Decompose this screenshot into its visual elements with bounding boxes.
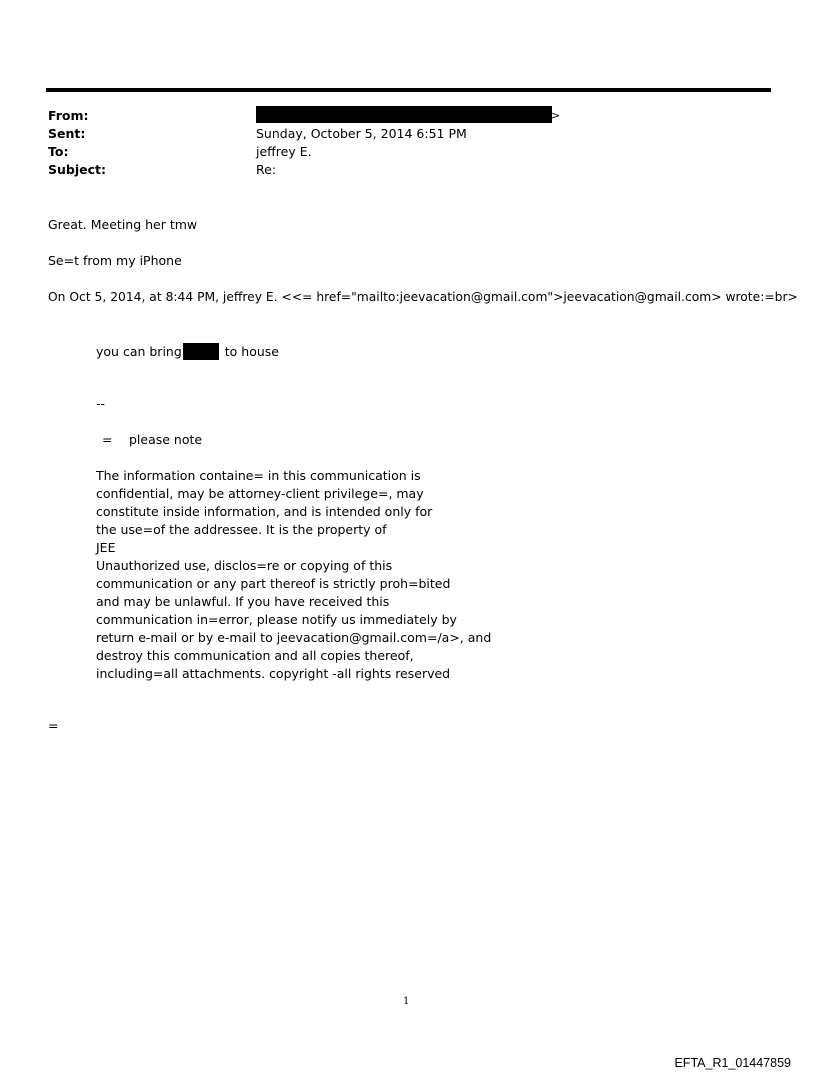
redaction-inline [183, 343, 219, 360]
disclaimer-line: the use=of the addressee. It is the property of [96, 522, 387, 537]
disclaimer-line: communication in=error, please notify us immediately by [96, 612, 457, 627]
subject-value: Re: [256, 162, 277, 177]
disclaimer-line: and may be unlawful. If you have received this [96, 594, 390, 609]
disclaimer-line: Unauthorized use, disclos=re or copying of this [96, 558, 393, 573]
quoted-text-before: you can bring [96, 344, 182, 359]
from-value-tail: > [551, 109, 561, 122]
quoted-message [96, 343, 279, 360]
redaction-from [256, 106, 552, 123]
disclaimer-line: constitute inside information, and is intended only for [96, 504, 433, 519]
body-line-2: Se=t from my iPhone [48, 253, 182, 268]
disclaimer-line: including=all attachments. copyright -all rights reserved [96, 666, 451, 681]
sent-label: Sent: [48, 126, 86, 141]
to-value: jeffrey E. [256, 144, 312, 159]
header-rule [46, 88, 771, 92]
document-id: EFTA_R1_01447859 [674, 1056, 791, 1070]
note-equals: = [102, 432, 113, 447]
page-number: 1 [403, 996, 410, 1007]
disclaimer-line: return e-mail or by e-mail to jeevacation@gmail.com=/a>, and [96, 630, 492, 645]
subject-label: Subject: [48, 162, 106, 177]
disclaimer-line: destroy this communication and all copies thereof, [96, 648, 414, 663]
trailing-equals: = [48, 718, 59, 733]
disclaimer-block [96, 467, 536, 683]
signature-dashes: -- [96, 396, 106, 411]
quoted-text-after: to house [224, 344, 279, 359]
note-text: please note [129, 432, 203, 447]
disclaimer-line: JEE [96, 540, 116, 555]
disclaimer-line: communication or any part thereof is strictly proh=bited [96, 576, 451, 591]
disclaimer-line: The information containe= in this communication is [96, 468, 421, 483]
disclaimer-line: confidential, may be attorney-client privilege=, may [96, 486, 424, 501]
from-label: From: [48, 108, 89, 123]
sent-value: Sunday, October 5, 2014 6:51 PM [256, 126, 467, 141]
quote-header: On Oct 5, 2014, at 8:44 PM, jeffrey E. <<= href="mailto:jeevacation@gmail.com">jeevacation@gmail.com> wrote:=br> [48, 290, 798, 304]
to-label: To: [48, 144, 69, 159]
body-line-1: Great. Meeting her tmw [48, 217, 198, 232]
